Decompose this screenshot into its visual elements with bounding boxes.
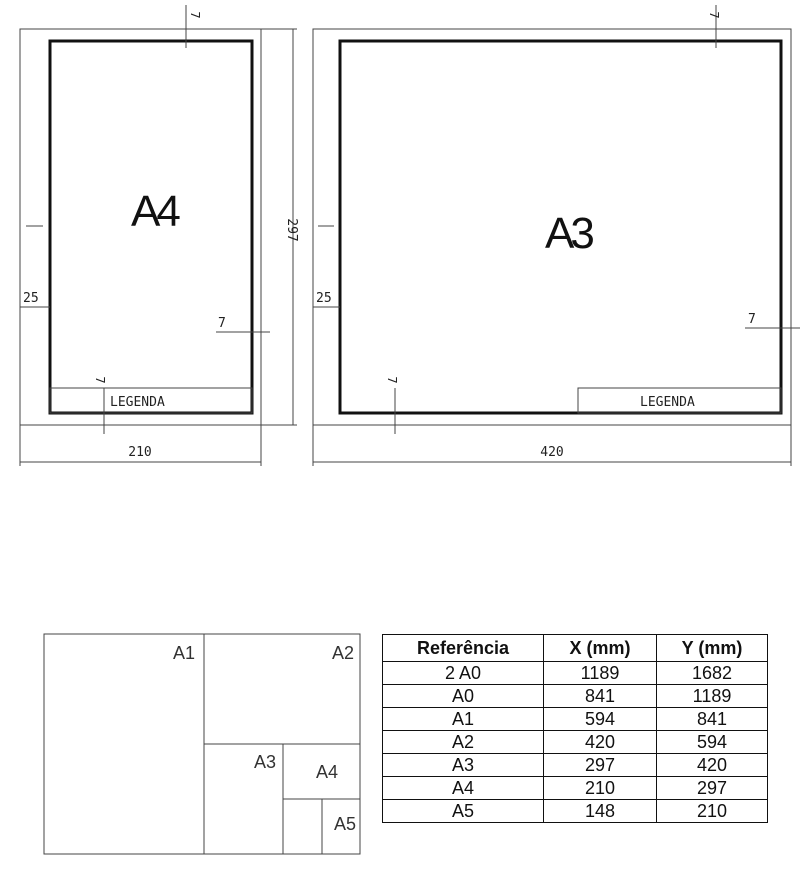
a1-region-label: A1: [172, 643, 195, 663]
cell-y: 1682: [657, 662, 768, 685]
paper-size-table: [382, 634, 768, 823]
a5-region-label: A5: [333, 814, 356, 834]
cell-reference: A0: [383, 685, 544, 708]
a3-width-label: 420: [540, 445, 564, 460]
header-x-mm: X (mm): [544, 635, 657, 662]
cell-x: 420: [544, 731, 657, 754]
a3-sheet: [313, 5, 800, 466]
a4-width-label: 210: [128, 445, 152, 460]
a4-top-margin-label: 7: [188, 11, 202, 19]
table-row: [383, 777, 768, 800]
header-y-mm: Y (mm): [657, 635, 768, 662]
a2-region-label: A2: [331, 643, 354, 663]
cell-x: 594: [544, 708, 657, 731]
cell-reference: A5: [383, 800, 544, 823]
a4-sheet: [20, 5, 299, 466]
a4-region-label: A4: [315, 762, 338, 782]
header-referencia: Referência: [383, 635, 544, 662]
table-row: [383, 662, 768, 685]
cell-x: 210: [544, 777, 657, 800]
a4-bottom-margin-label: 7: [93, 376, 107, 384]
cell-y: 420: [657, 754, 768, 777]
a3-top-margin-label: 7: [707, 11, 721, 19]
cell-x: 148: [544, 800, 657, 823]
table-row: [383, 708, 768, 731]
format-subdivision-diagram: [44, 634, 360, 854]
cell-reference: A3: [383, 754, 544, 777]
a3-left-margin-label: 25: [316, 291, 332, 306]
cell-reference: A4: [383, 777, 544, 800]
cell-y: 210: [657, 800, 768, 823]
a3-legend-label: LEGENDA: [640, 395, 695, 410]
a4-right-margin-label: 7: [218, 316, 226, 331]
a4-sheet-name: A4: [131, 187, 177, 236]
cell-y: 594: [657, 731, 768, 754]
cell-reference: A2: [383, 731, 544, 754]
cell-x: 297: [544, 754, 657, 777]
a4-height-label: 297: [284, 218, 299, 242]
cell-x: 841: [544, 685, 657, 708]
table-row: [383, 731, 768, 754]
cell-y: 841: [657, 708, 768, 731]
table-row: [383, 685, 768, 708]
table-row: [383, 754, 768, 777]
a3-sheet-name: A3: [545, 209, 591, 258]
cell-x: 1189: [544, 662, 657, 685]
table-row: [383, 800, 768, 823]
cell-reference: A1: [383, 708, 544, 731]
a4-left-margin-label: 25: [23, 291, 39, 306]
cell-y: 297: [657, 777, 768, 800]
a3-region-label: A3: [253, 752, 276, 772]
cell-y: 1189: [657, 685, 768, 708]
cell-reference: 2 A0: [383, 662, 544, 685]
table-header-row: [383, 635, 768, 662]
a3-bottom-margin-label: 7: [385, 376, 399, 384]
a4-legend-label: LEGENDA: [110, 395, 165, 410]
a3-right-margin-label: 7: [748, 312, 756, 327]
